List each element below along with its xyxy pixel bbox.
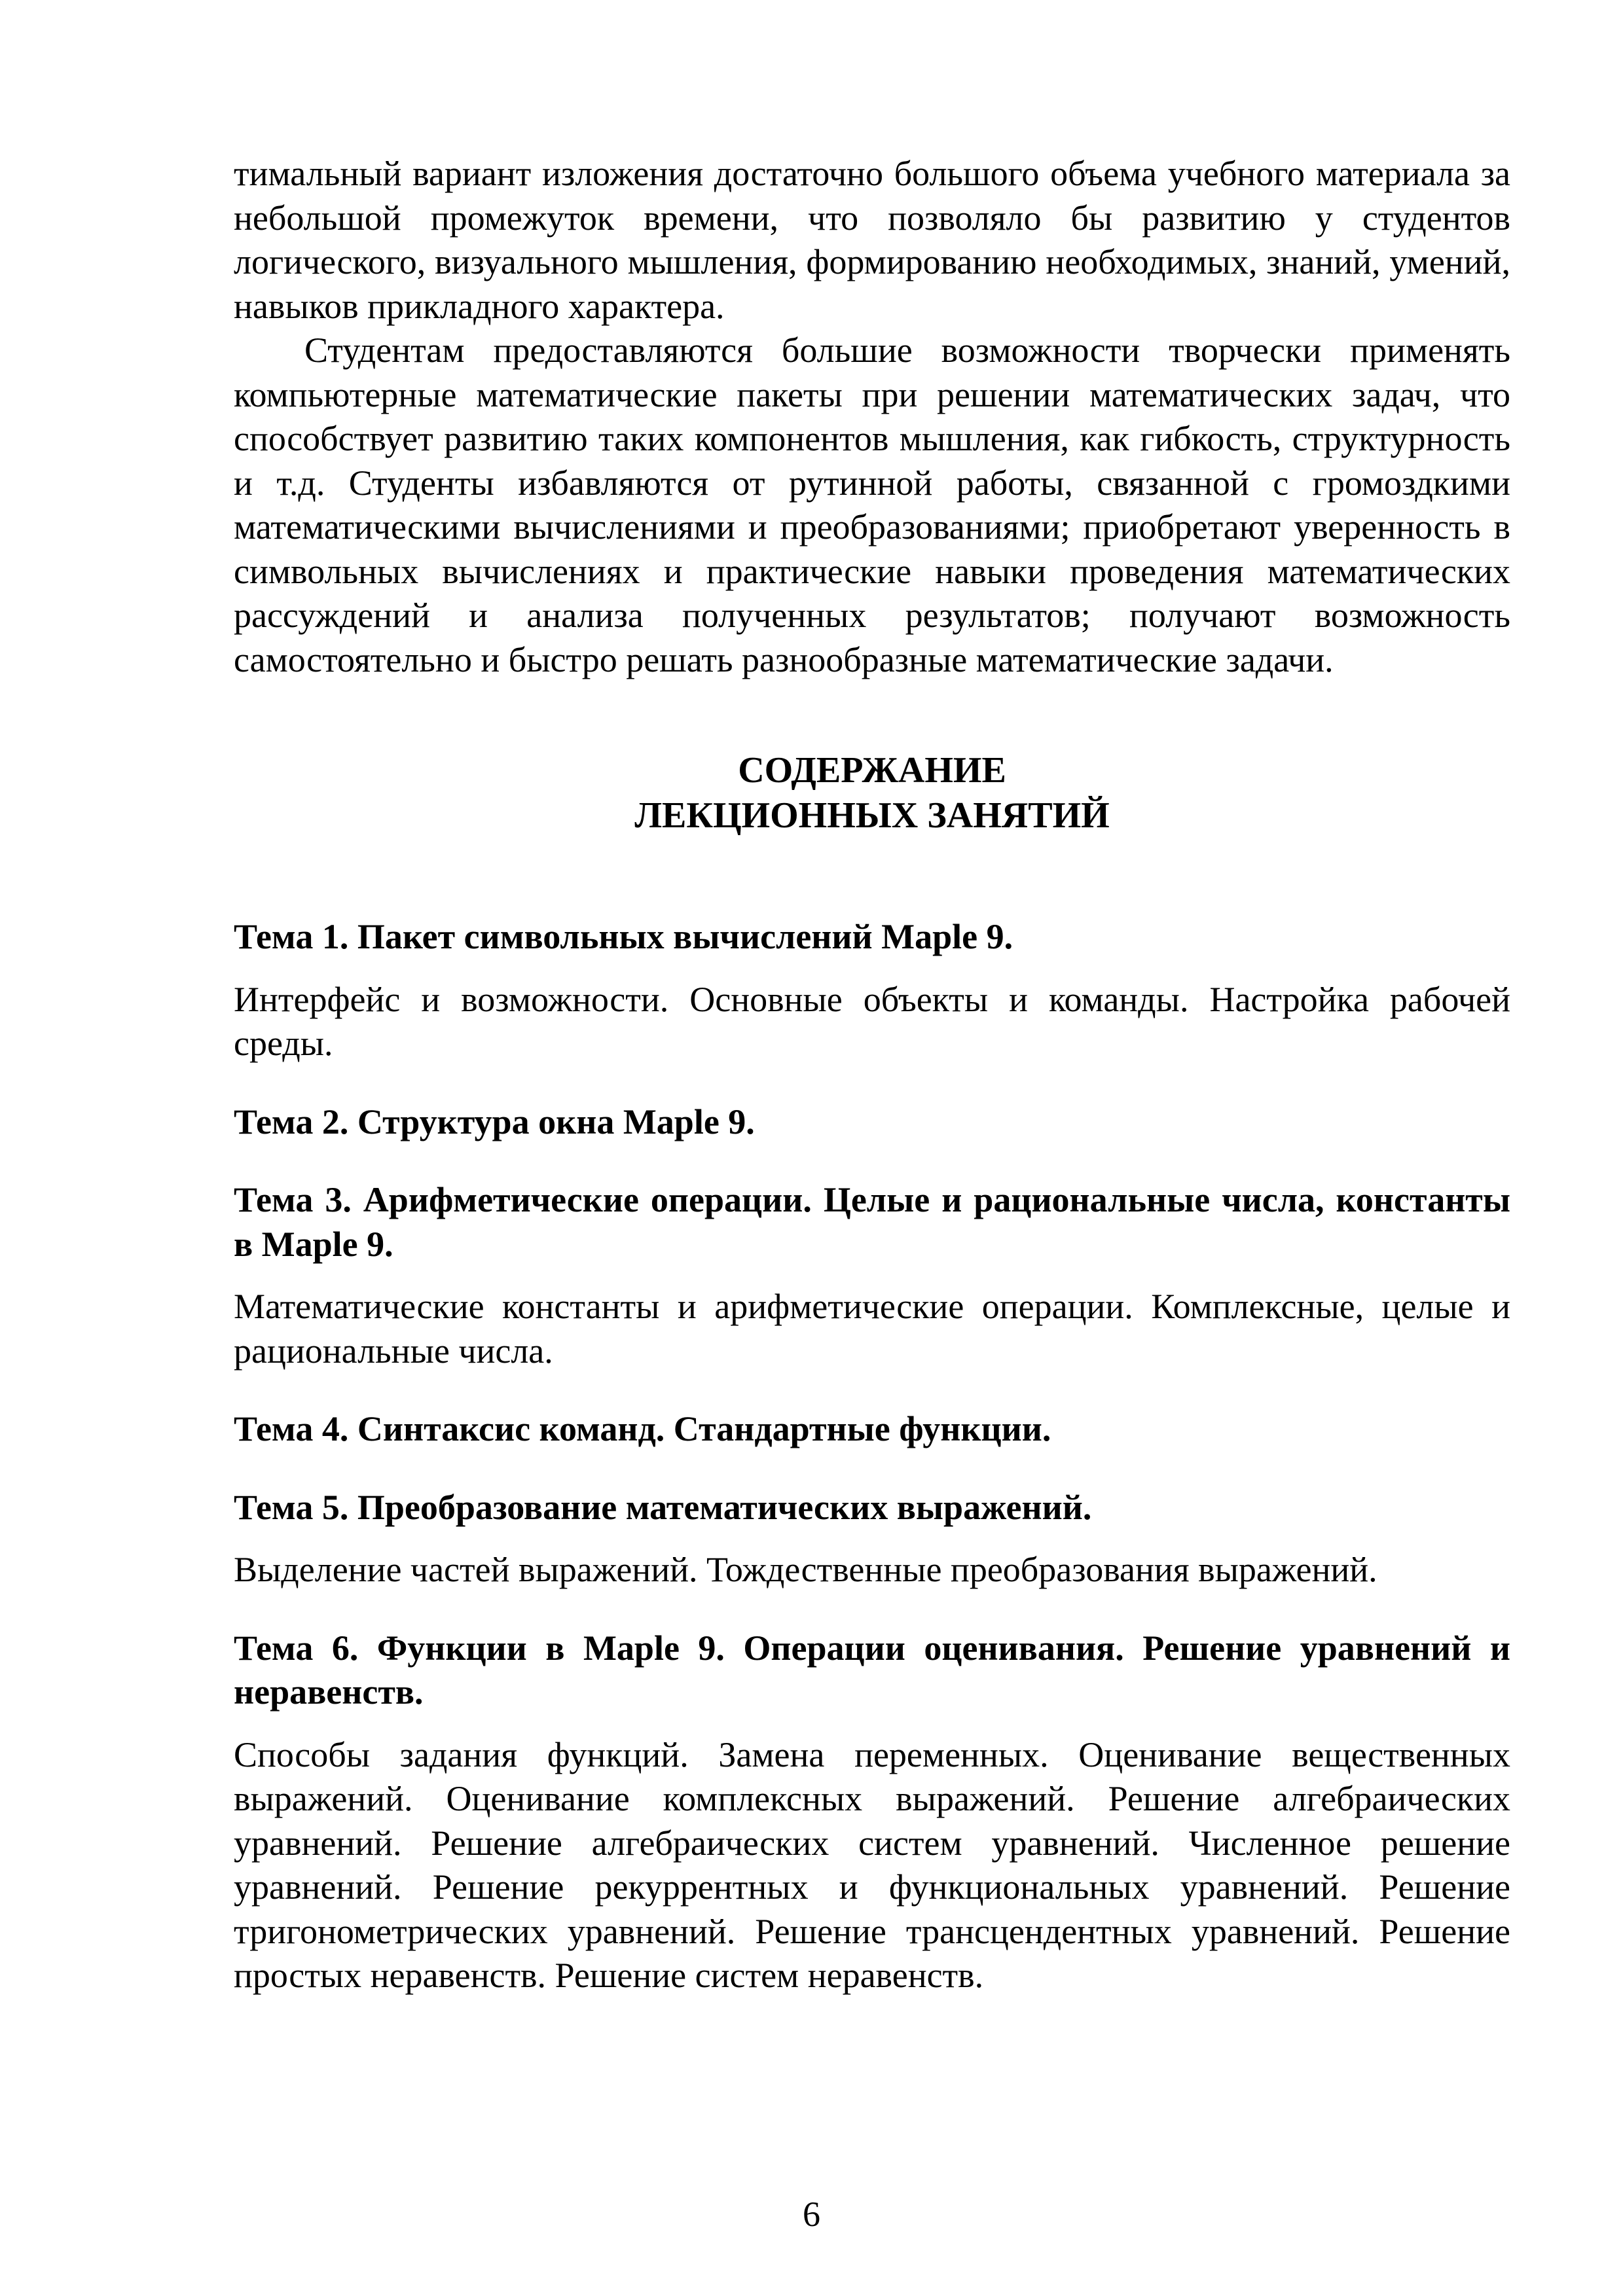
- topic-3-title: Тема 3. Арифметические операции. Целые и рациональные числа, константы в Maple 9.: [234, 1180, 1510, 1264]
- topic-6-title: Тема 6. Функции в Maple 9. Операции оценивания. Решение уравнений и неравенств.: [234, 1628, 1510, 1712]
- intro-paragraph-2: Студентам предоставляются большие возможности творчески применять компьютерные математические пакеты при решении математических задач, что способствует развитию таких компонентов мышления, как гибкость, структурность и т.д. Студенты избавляются от рутинной работы, связанной с громоздкими математическими вычислениями и преобразованиями; приобретают уверенность в символьных вычислениях и практические навыки проведения математических рассуждений и анализа полученных результатов; получают возможность самостоятельно и быстро решать разнообразные математические задачи.: [234, 331, 1510, 679]
- intro-paragraph-1: тимальный вариант изложения достаточно большого объема учебного материала за небольшой промежуток времени, что позволяло бы развитию у студентов логического, визуального мышления, формированию необходимых, знаний, умений, навыков прикладного характера.: [234, 154, 1510, 326]
- topic-6-description: Способы задания функций. Замена переменных. Оценивание вещественных выражений. Оценивание комплексных выражений. Решение алгебраических уравнений. Решение алгебраических систем уравнений. Численное решение уравнений. Решение рекуррентных и функциональных уравнений. Решение тригонометрических уравнений. Решение трансцендентных уравнений. Решение простых неравенств. Решение систем неравенств.: [234, 1734, 1510, 1995]
- section-title-line-1: СОДЕРЖАНИЕ: [738, 750, 1006, 791]
- page-number: 6: [803, 2195, 820, 2234]
- topic-5-title: Тема 5. Преобразование математических выражений.: [234, 1487, 1092, 1527]
- topic-4-title: Тема 4. Синтаксис команд. Стандартные функции.: [234, 1409, 1051, 1448]
- section-title-line-2: ЛЕКЦИОННЫХ ЗАНЯТИЙ: [634, 795, 1110, 836]
- topic-1-description: Интерфейс и возможности. Основные объекты и команды. Настройка рабочей среды.: [234, 979, 1510, 1063]
- topic-3-description: Математические константы и арифметические операции. Комплексные, целые и рациональные числа.: [234, 1287, 1510, 1371]
- page-content: [234, 152, 1510, 1998]
- topic-2-title: Тема 2. Структура окна Maple 9.: [234, 1102, 755, 1141]
- section-heading: [234, 748, 1510, 838]
- topic-5-description: Выделение частей выражений. Тождественные преобразования выражений.: [234, 1550, 1377, 1589]
- topic-1-title: Тема 1. Пакет символьных вычислений Maple 9.: [234, 917, 1013, 956]
